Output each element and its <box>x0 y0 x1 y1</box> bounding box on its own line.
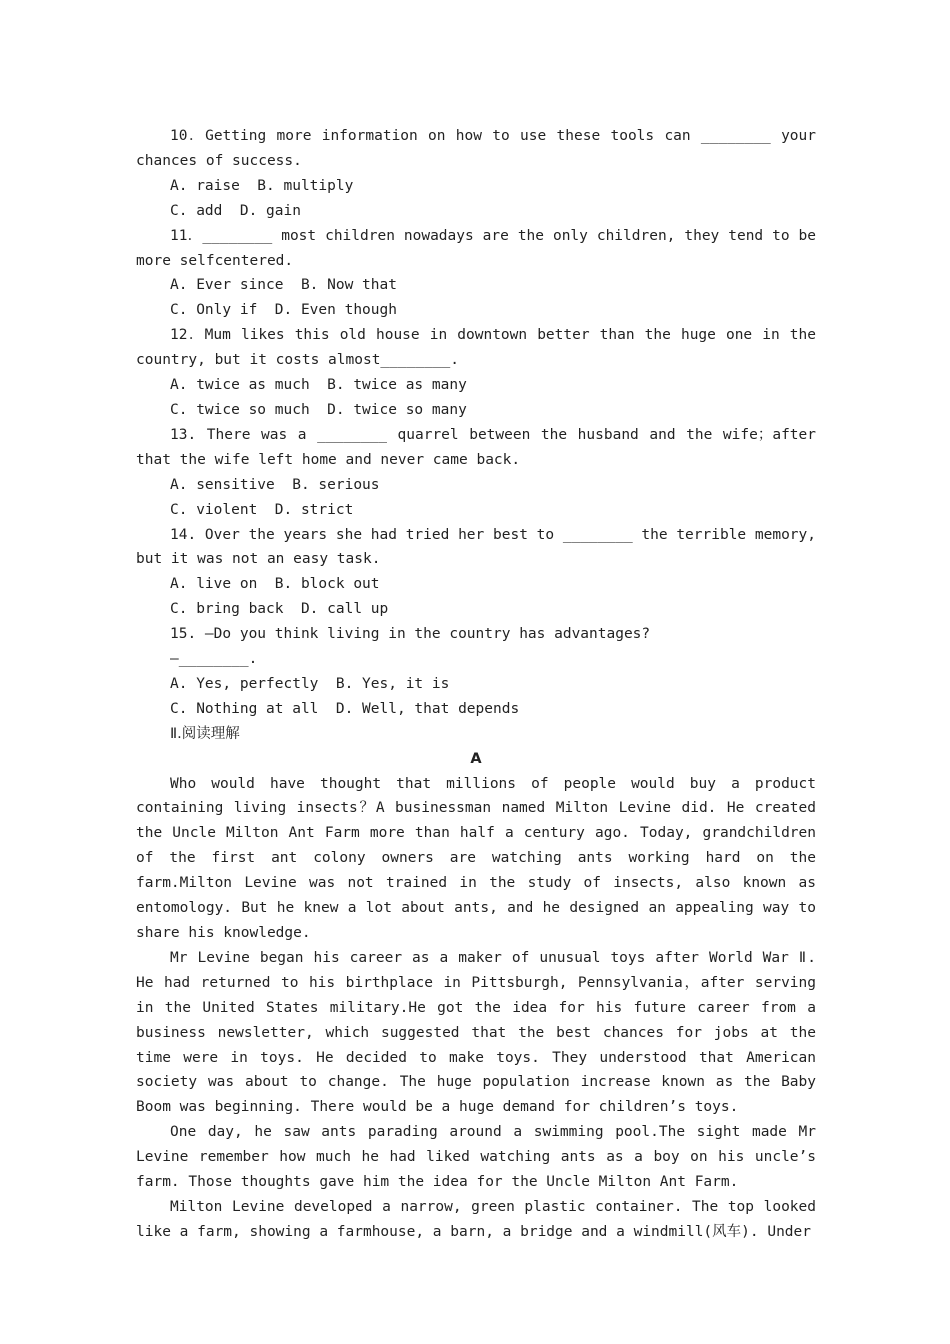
question-15-options-ab: A. Yes, perfectly B. Yes, it is <box>170 675 450 692</box>
question-10-options-ab: A. raise B. multiply <box>170 177 354 194</box>
question-13-stem: 13. There was a ________ quarrel between the husband and the wife；after that the wife left home and never came back. <box>136 426 816 468</box>
passage-paragraph: Who would have thought that millions of people would buy a product containing living insects？A businessman named Milton Levine did. He created the Uncle Milton Ant Farm more than half a century ago. Today, grandchildren of the first ant colony owners are watching ants working hard on the farm.Milton Levine was not trained in the study of insects, also known as entomology. But he knew a lot about ants, and he designed an appealing way to share his knowledge. <box>136 775 816 941</box>
question-14-options-ab: A. live on B. block out <box>170 576 380 593</box>
question-14-stem: 14. Over the years she had tried her best to ________ the terrible memory, but it was not an easy task. <box>136 526 817 568</box>
document-page <box>136 124 816 1245</box>
question-10-options-cd: C. add D. gain <box>170 202 301 219</box>
question-15-reply: —________. <box>170 651 258 668</box>
passage-paragraph: Milton Levine developed a narrow, green plastic container. The top looked like a farm, showing a farmhouse, a barn, a bridge and a windmill(风车). Under <box>136 1198 816 1240</box>
section-heading: Ⅱ.阅读理解 <box>170 725 240 742</box>
question-11-stem: 11．________ most children nowadays are the only children, they tend to be more selfcentered. <box>136 227 816 269</box>
question-12-options-ab: A. twice as much B. twice as many <box>170 377 467 394</box>
passage-paragraph: Mr Levine began his career as a maker of unusual toys after World War Ⅱ. He had returned to his birthplace in Pittsburgh, Pennsylvania，after serving in the United States military.He got the idea for his future career from a business newsletter, which suggested that the best chances for jobs at the time were in toys. He decided to make toys. They understood that American society was about to change. The huge population increase known as the Baby Boom was beginning. There would be a huge demand for children’s toys. <box>136 949 816 1116</box>
question-14-options-cd: C. bring back D. call up <box>170 601 389 618</box>
question-13-options-cd: C. violent D. strict <box>170 501 354 518</box>
question-10-stem: 10．Getting more information on how to use these tools can ________ your chances of success. <box>136 128 816 169</box>
question-13-options-ab: A. sensitive B. serious <box>170 476 380 493</box>
passage-paragraph: One day, he saw ants parading around a swimming pool.The sight made Mr Levine remember how much he had liked watching ants as a boy on his uncle’s farm. Those thoughts gave him the idea for the Uncle Milton Ant Farm. <box>136 1124 816 1191</box>
question-12-options-cd: C. twice so much D. twice so many <box>170 401 467 418</box>
question-15-options-cd: C. Nothing at all D. Well, that depends <box>170 700 520 717</box>
question-11-options-ab: A. Ever since B. Now that <box>170 277 397 294</box>
question-11-options-cd: C. Only if D. Even though <box>170 302 397 319</box>
question-12-stem: 12．Mum likes this old house in downtown better than the huge one in the country, but it costs almost________. <box>136 327 816 369</box>
question-15-stem: 15. —Do you think living in the country has advantages? <box>170 626 651 643</box>
passage-title: A <box>470 750 482 767</box>
